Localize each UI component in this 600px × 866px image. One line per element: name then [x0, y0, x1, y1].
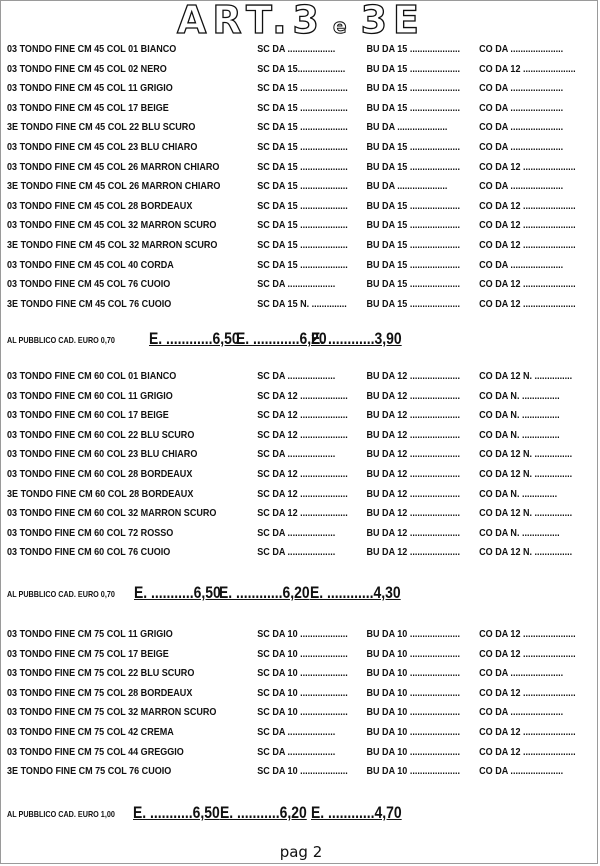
co-quantity: CO DA 12 ..................... — [479, 628, 576, 640]
table-row — [1, 406, 560, 425]
product-description: 03 TONDO FINE CM 60 COL 11 GRIGIO — [7, 389, 173, 402]
product-description: 3E TONDO FINE CM 45 COL 22 BLU SCURO — [7, 121, 196, 134]
co-quantity: CO DA ..................... — [479, 82, 564, 95]
co-quantity: CO DA 12 ..................... — [479, 239, 576, 251]
bu-quantity: BU DA 15 .................... — [366, 297, 460, 310]
table-row — [1, 426, 560, 445]
sc-quantity: SC DA 15 ................... — [257, 258, 348, 271]
product-description: 03 TONDO FINE CM 45 COL 23 BLU CHIARO — [7, 141, 198, 153]
product-description: 03 TONDO FINE CM 60 COL 32 MARRON SCURO — [7, 507, 217, 520]
sc-quantity: SC DA 15................... — [257, 62, 346, 75]
product-description: 3E TONDO FINE CM 45 COL 76 CUOIO — [7, 297, 172, 310]
co-quantity: CO DA ..................... — [479, 258, 564, 271]
product-description: 03 TONDO FINE CM 60 COL 28 BORDEAUX — [7, 468, 193, 480]
sc-quantity: SC DA ................... — [257, 526, 336, 539]
co-quantity: CO DA 12 ..................... — [479, 647, 576, 660]
bu-quantity: BU DA 10 .................... — [366, 726, 460, 738]
co-quantity: CO DA ..................... — [479, 667, 564, 680]
table-row — [1, 367, 573, 386]
sc-quantity: SC DA ................... — [257, 546, 336, 559]
table-row — [1, 524, 560, 543]
table-row — [1, 275, 576, 294]
bu-quantity: BU DA .................... — [366, 121, 448, 134]
co-quantity: CO DA 12 ..................... — [479, 278, 576, 291]
table-row — [1, 723, 576, 742]
co-quantity: CO DA 12 N. ............... — [479, 546, 573, 559]
product-description: 03 TONDO FINE CM 75 COL 17 BEIGE — [7, 647, 169, 660]
product-description: 03 TONDO FINE CM 45 COL 11 GRIGIO — [7, 82, 173, 95]
bu-quantity: BU DA 10 .................... — [366, 765, 460, 778]
price-value: E. ............4,30 — [310, 583, 401, 602]
co-quantity: CO DA 12 ..................... — [479, 726, 576, 738]
table-row — [1, 40, 564, 59]
table-row — [1, 485, 558, 504]
sc-quantity: SC DA 10 ................... — [257, 647, 348, 660]
co-quantity: CO DA N. ............... — [479, 428, 560, 441]
co-quantity: CO DA N. ............... — [479, 526, 560, 539]
price-value: E. ............4,70 — [311, 803, 402, 822]
co-quantity: CO DA N. ............... — [479, 389, 560, 402]
price-label: AL PUBBLICO CAD. EURO 1,00 — [7, 809, 115, 819]
sc-quantity: SC DA 15 ................... — [257, 160, 348, 173]
product-description: 03 TONDO FINE CM 45 COL 76 CUOIO — [7, 278, 171, 291]
table-row — [1, 762, 564, 781]
bu-quantity: BU DA 10 .................... — [366, 647, 460, 660]
product-description: 03 TONDO FINE CM 60 COL 76 CUOIO — [7, 546, 171, 559]
bu-quantity: BU DA 15 .................... — [366, 141, 460, 153]
bu-quantity: BU DA 10 .................... — [366, 628, 460, 640]
product-description: 03 TONDO FINE CM 45 COL 28 BORDEAUX — [7, 199, 193, 212]
product-description: 3E TONDO FINE CM 60 COL 28 BORDEAUX — [7, 487, 194, 500]
sc-quantity: SC DA 12 ................... — [257, 468, 348, 480]
table-row — [1, 387, 560, 406]
sc-quantity: SC DA ................... — [257, 745, 336, 758]
co-quantity: CO DA ..................... — [479, 765, 564, 778]
table-row — [1, 216, 576, 235]
sc-quantity: SC DA ................... — [257, 726, 336, 738]
product-description: 03 TONDO FINE CM 45 COL 01 BIANCO — [7, 43, 177, 55]
sc-quantity: SC DA 10 ................... — [257, 686, 348, 699]
product-description: 03 TONDO FINE CM 45 COL 26 MARRON CHIARO — [7, 160, 220, 173]
bu-quantity: BU DA 15 .................... — [366, 219, 460, 232]
sc-quantity: SC DA 10 ................... — [257, 765, 348, 778]
price-value: E. ............6,20 — [236, 329, 327, 348]
co-quantity: CO DA ..................... — [479, 706, 564, 719]
sc-quantity: SC DA ................... — [257, 278, 336, 291]
sc-quantity: SC DA 15 ................... — [257, 239, 348, 251]
bu-quantity: BU DA 12 .................... — [366, 546, 460, 559]
bu-quantity: BU DA 10 .................... — [366, 667, 460, 680]
bu-quantity: BU DA 12 .................... — [366, 389, 460, 402]
bu-quantity: BU DA 12 .................... — [366, 409, 460, 422]
sc-quantity: SC DA 12 ................... — [257, 409, 348, 422]
sc-quantity: SC DA 12 ................... — [257, 507, 348, 520]
table-row — [1, 743, 576, 762]
price-value: E. ............3,90 — [311, 329, 402, 348]
sc-quantity: SC DA ................... — [257, 370, 336, 382]
co-quantity: CO DA N. ............... — [479, 409, 560, 422]
product-description: 03 TONDO FINE CM 75 COL 42 CREMA — [7, 726, 174, 738]
bu-quantity: BU DA 15 .................... — [366, 62, 460, 75]
table-row — [1, 99, 564, 118]
sc-quantity: SC DA 10 ................... — [257, 706, 348, 719]
price-label: AL PUBBLICO CAD. EURO 0,70 — [7, 589, 115, 599]
bu-quantity: BU DA 12 .................... — [366, 448, 460, 461]
product-description: 03 TONDO FINE CM 75 COL 44 GREGGIO — [7, 745, 184, 758]
bu-quantity: BU DA 15 .................... — [366, 160, 460, 173]
sc-quantity: SC DA 10 ................... — [257, 667, 348, 680]
sc-quantity: SC DA 15 ................... — [257, 219, 348, 232]
table-row — [1, 445, 573, 464]
bu-quantity: BU DA 15 .................... — [366, 43, 460, 55]
price-value: E. ............6,50 — [149, 329, 240, 348]
bu-quantity: BU DA .................... — [366, 180, 448, 193]
co-quantity: CO DA 12 ..................... — [479, 199, 576, 212]
product-description: 3E TONDO FINE CM 75 COL 76 CUOIO — [7, 765, 172, 778]
bu-quantity: BU DA 15 .................... — [366, 258, 460, 271]
table-row — [1, 465, 573, 484]
bu-quantity: BU DA 15 .................... — [366, 239, 460, 251]
page-number: pag 2 — [279, 843, 323, 861]
sc-quantity: SC DA 12 ................... — [257, 428, 348, 441]
price-value: E. ...........6,50 — [133, 803, 220, 822]
title-secondary: 3E — [360, 0, 425, 42]
sc-quantity: SC DA 12 ................... — [257, 389, 348, 402]
co-quantity: CO DA 12 ..................... — [479, 686, 576, 699]
sc-quantity: SC DA 15 ................... — [257, 121, 348, 134]
title-connector: e — [333, 14, 353, 38]
product-description: 03 TONDO FINE CM 45 COL 40 CORDA — [7, 258, 174, 271]
bu-quantity: BU DA 12 .................... — [366, 487, 460, 500]
product-description: 03 TONDO FINE CM 60 COL 22 BLU SCURO — [7, 428, 195, 441]
product-description: 03 TONDO FINE CM 45 COL 32 MARRON SCURO — [7, 219, 217, 232]
sc-quantity: SC DA 15 ................... — [257, 180, 348, 193]
co-quantity: CO DA 12 ..................... — [479, 160, 576, 173]
bu-quantity: BU DA 12 .................... — [366, 507, 460, 520]
co-quantity: CO DA ..................... — [479, 101, 564, 114]
co-quantity: CO DA 12 N. ............... — [479, 448, 573, 461]
bu-quantity: BU DA 15 .................... — [366, 82, 460, 95]
sc-quantity: SC DA 15 ................... — [257, 82, 348, 95]
bu-quantity: BU DA 10 .................... — [366, 686, 460, 699]
co-quantity: CO DA 12 ..................... — [479, 745, 576, 758]
title-main: ART.3 — [177, 0, 325, 42]
co-quantity: CO DA 12 N. ............... — [479, 468, 573, 480]
sc-quantity: SC DA 15 N. .............. — [257, 297, 347, 310]
bu-quantity: BU DA 10 .................... — [366, 706, 460, 719]
bu-quantity: BU DA 12 .................... — [366, 428, 460, 441]
bu-quantity: BU DA 12 .................... — [366, 526, 460, 539]
table-row — [1, 118, 564, 137]
table-row — [1, 60, 576, 79]
co-quantity: CO DA ..................... — [479, 121, 564, 134]
co-quantity: CO DA ..................... — [479, 43, 564, 55]
co-quantity: CO DA 12 ..................... — [479, 62, 576, 75]
table-row — [1, 295, 576, 314]
product-description: 03 TONDO FINE CM 45 COL 02 NERO — [7, 62, 167, 75]
co-quantity: CO DA N. .............. — [479, 487, 558, 500]
sc-quantity: SC DA 10 ................... — [257, 628, 348, 640]
bu-quantity: BU DA 12 .................... — [366, 468, 460, 480]
price-value: E. ...........6,20 — [220, 803, 307, 822]
price-value: E. ............6,20 — [219, 583, 310, 602]
price-summary-row — [1, 795, 600, 823]
product-description: 03 TONDO FINE CM 60 COL 01 BIANCO — [7, 370, 177, 382]
product-description: 03 TONDO FINE CM 75 COL 11 GRIGIO — [7, 628, 173, 640]
table-row — [1, 177, 564, 196]
sc-quantity: SC DA 15 ................... — [257, 141, 348, 153]
product-description: 03 TONDO FINE CM 60 COL 72 ROSSO — [7, 526, 174, 539]
table-row — [1, 664, 564, 683]
bu-quantity: BU DA 15 .................... — [366, 101, 460, 114]
product-description: 03 TONDO FINE CM 45 COL 17 BEIGE — [7, 101, 169, 114]
product-description: 03 TONDO FINE CM 60 COL 23 BLU CHIARO — [7, 448, 198, 461]
sc-quantity: SC DA 15 ................... — [257, 199, 348, 212]
product-description: 03 TONDO FINE CM 75 COL 32 MARRON SCURO — [7, 706, 217, 719]
table-row — [1, 703, 564, 722]
bu-quantity: BU DA 12 .................... — [366, 370, 460, 382]
table-row — [1, 645, 576, 664]
table-row — [1, 197, 576, 216]
co-quantity: CO DA ..................... — [479, 180, 564, 193]
table-row — [1, 625, 576, 644]
table-row — [1, 684, 576, 703]
price-value: E. ...........6,50 — [134, 583, 221, 602]
table-row — [1, 543, 573, 562]
page-title — [1, 0, 600, 42]
product-description: 03 TONDO FINE CM 60 COL 17 BEIGE — [7, 409, 169, 422]
sc-quantity: SC DA ................... — [257, 43, 336, 55]
sc-quantity: SC DA 12 ................... — [257, 487, 348, 500]
co-quantity: CO DA ..................... — [479, 141, 564, 153]
price-summary-row — [1, 321, 600, 349]
sc-quantity: SC DA 15 ................... — [257, 101, 348, 114]
table-row — [1, 138, 564, 157]
bu-quantity: BU DA 15 .................... — [366, 278, 460, 291]
co-quantity: CO DA 12 N. ............... — [479, 507, 573, 520]
price-summary-row — [1, 575, 600, 603]
product-description: 03 TONDO FINE CM 75 COL 22 BLU SCURO — [7, 667, 195, 680]
price-label: AL PUBBLICO CAD. EURO 0,70 — [7, 335, 115, 345]
table-row — [1, 158, 576, 177]
bu-quantity: BU DA 15 .................... — [366, 199, 460, 212]
table-row — [1, 256, 564, 275]
co-quantity: CO DA 12 ..................... — [479, 297, 576, 310]
product-description: 3E TONDO FINE CM 45 COL 32 MARRON SCURO — [7, 239, 218, 251]
table-row — [1, 236, 576, 255]
co-quantity: CO DA 12 N. ............... — [479, 370, 573, 382]
product-description: 3E TONDO FINE CM 45 COL 26 MARRON CHIARO — [7, 180, 221, 193]
table-row — [1, 79, 564, 98]
sc-quantity: SC DA ................... — [257, 448, 336, 461]
co-quantity: CO DA 12 ..................... — [479, 219, 576, 232]
product-description: 03 TONDO FINE CM 75 COL 28 BORDEAUX — [7, 686, 193, 699]
bu-quantity: BU DA 10 .................... — [366, 745, 460, 758]
table-row — [1, 504, 573, 523]
